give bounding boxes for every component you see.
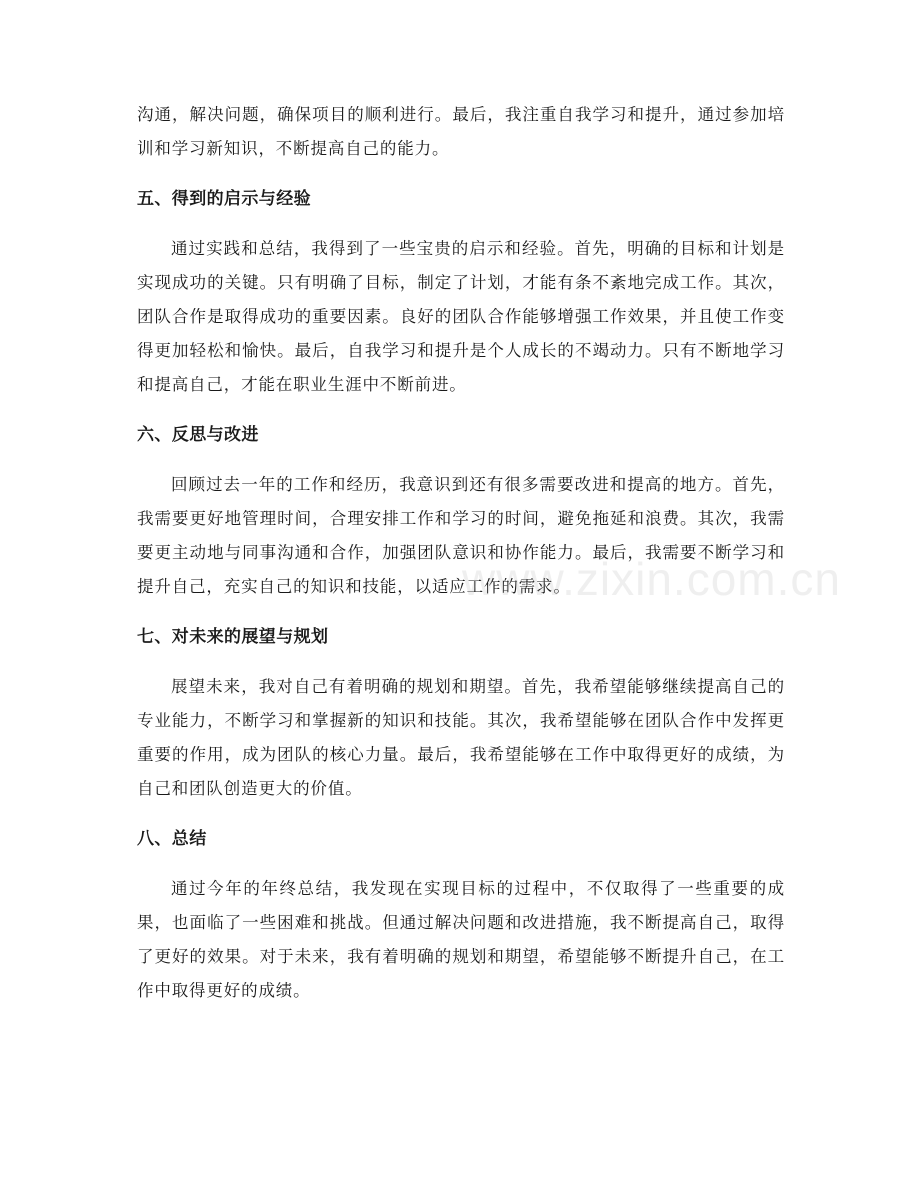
section-body-5: 通过实践和总结，我得到了一些宝贵的启示和经验。首先，明确的目标和计划是实现成功的关键。只有明确了目标，制定了计划，才能有条不紊地完成工作。其次，团队合作是取得成功的重要因素。良好的团队合作能够增强工作效果，并且使工作变得更加轻松和愉快。最后，自我学习和提升是个人成长的不竭动力。只有不断地学习和提高自己，才能在职业生涯中不断前进。 [137,239,785,394]
section-heading-8: 八、总结 [137,829,207,849]
section-heading-5: 五、得到的启示与经验 [137,189,311,209]
section-heading-6: 六、反思与改进 [137,425,259,445]
section-heading-7: 七、对未来的展望与规划 [137,627,329,647]
section-body-7: 展望未来，我对自己有着明确的规划和期望。首先，我希望能够继续提高自己的专业能力，不断学习和掌握新的知识和技能。其次，我希望能够在团队合作中发挥更重要的作用，成为团队的核心力量。最后，我希望能够在工作中取得更好的成绩，为自己和团队创造更大的价值。 [137,677,785,798]
watermark: www.zixin.com.cn [462,553,841,605]
section-body-8: 通过今年的年终总结，我发现在实现目标的过程中，不仅取得了一些重要的成果，也面临了一些困难和挑战。但通过解决问题和改进措施，我不断提高自己，取得了更好的效果。对于未来，我有着明确的规划和期望，希望能够不断提升自己，在工作中取得更好的成绩。 [137,879,785,1000]
intro-paragraph: 沟通，解决问题，确保项目的顺利进行。最后，我注重自我学习和提升，通过参加培训和学习新知识，不断提高自己的能力。 [137,105,785,158]
document-page [137,98,785,1008]
section-body-6: 回顾过去一年的工作和经历，我意识到还有很多需要改进和提高的地方。首先，我需要更好地管理时间，合理安排工作和学习的时间，避免拖延和浪费。其次，我需要更主动地与同事沟通和合作，加强团队意识和协作能力。最后，我需要不断学习和提升自己，充实自己的知识和技能，以适应工作的需求。 [137,475,785,596]
